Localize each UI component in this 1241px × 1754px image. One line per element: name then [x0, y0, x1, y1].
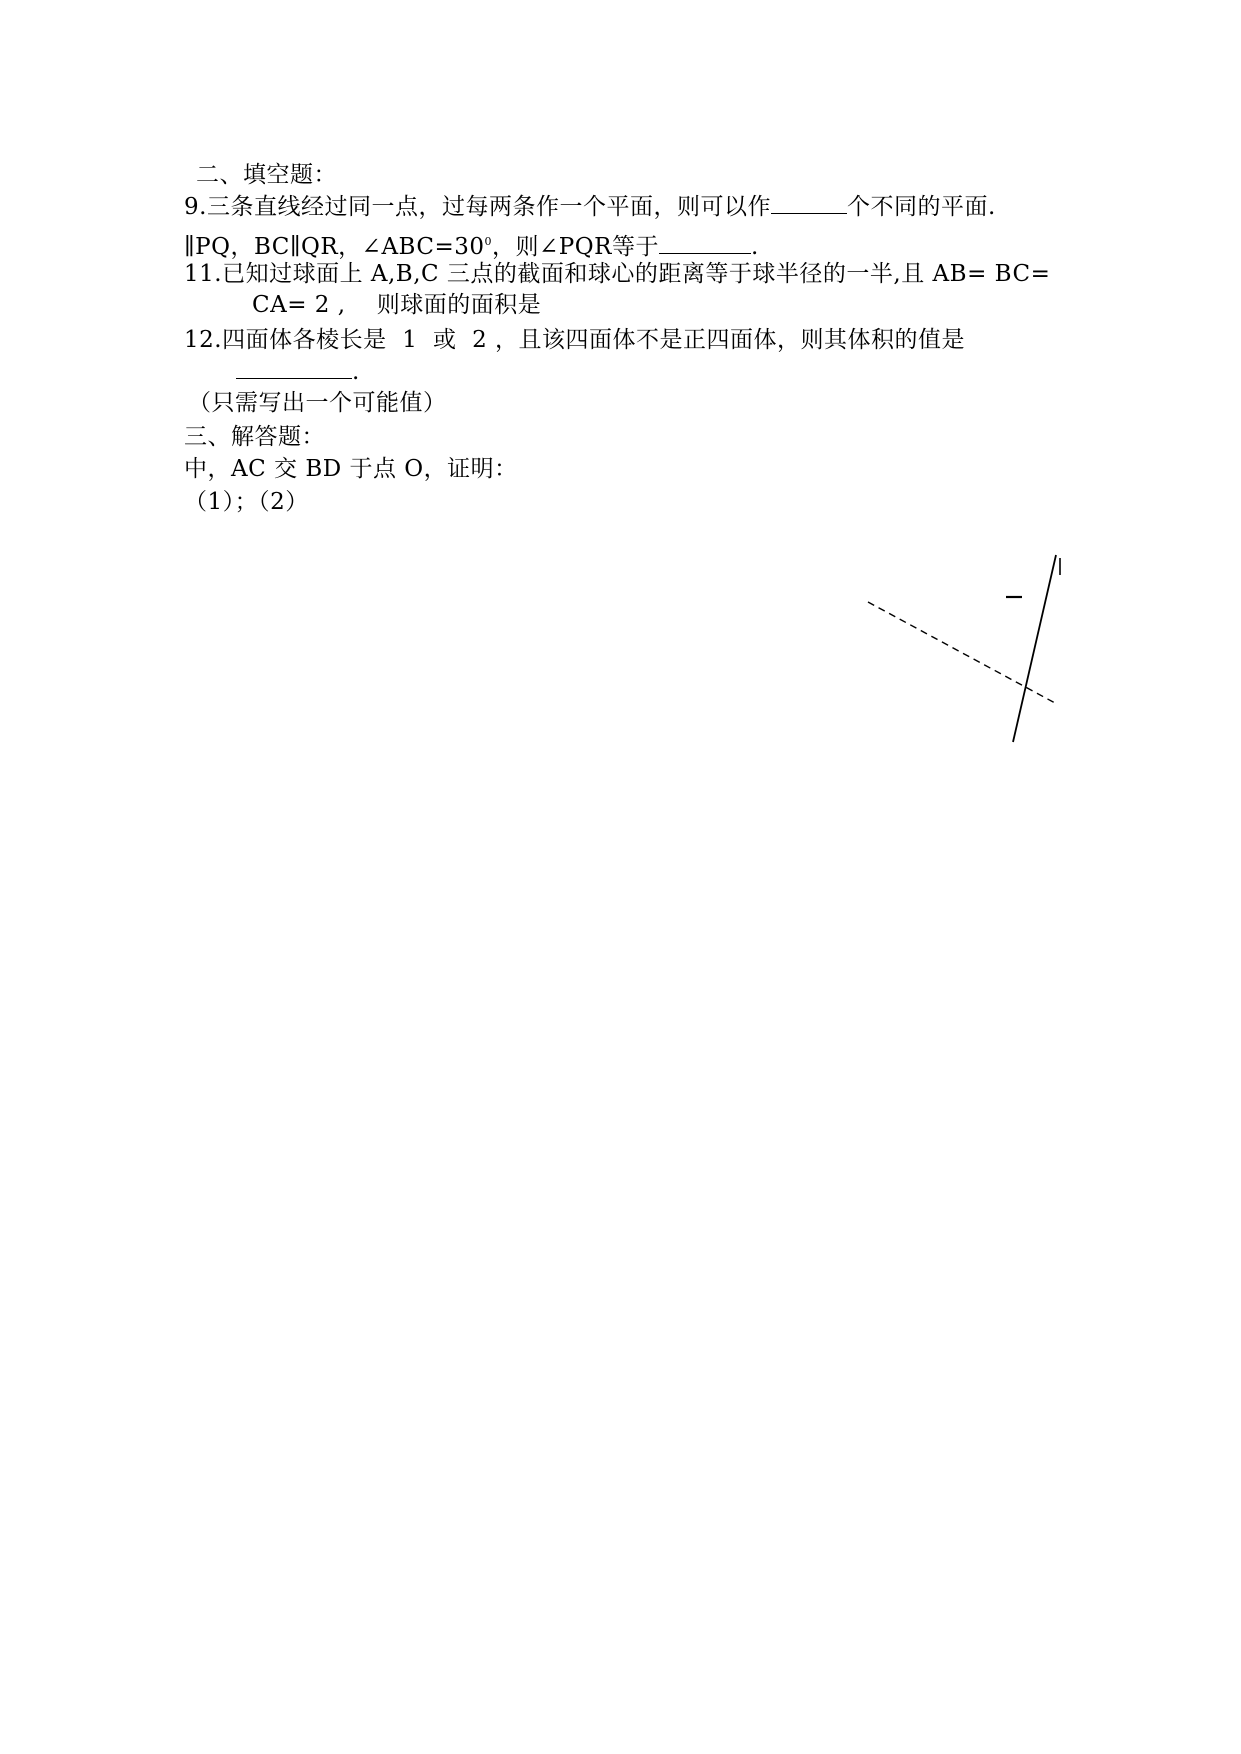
question-13-line-1: 中，AC 交 BD 于点 O，证明：: [184, 456, 518, 482]
question-12-line-1: 12.四面体各棱长是 1 或 2 ，且该四面体不是正四面体，则其体积的值是: [184, 327, 966, 353]
solid-line: [1013, 555, 1056, 742]
question-12-line-2: [236, 357, 360, 387]
dashed-line: [868, 602, 1055, 703]
question-10: [184, 227, 759, 262]
question-13-line-2: （1）；（2）: [184, 489, 309, 515]
question-9-text: 9.三条直线经过同一点，过每两条作一个平面，则可以作: [184, 194, 771, 220]
question-9: [184, 192, 996, 222]
question-11-line-2: CA= 2 , 则球面的面积是: [252, 292, 542, 318]
question-10-text: ∥PQ，BC∥QR，∠ABC=30: [184, 234, 485, 260]
question-11-line-1: 11.已知过球面上 A,B,C 三点的截面和球心的距离等于球半径的一半,且 AB= BC=: [184, 261, 1051, 287]
question-12-note: （只需写出一个可能值）: [188, 390, 447, 416]
figure-svg: [860, 545, 1080, 755]
question-12-period: .: [352, 359, 360, 385]
answer-blank-10: [659, 233, 751, 254]
section-3-heading: 三、解答题：: [184, 424, 325, 450]
question-10-text-end: .: [750, 234, 759, 260]
geometry-figure: [860, 545, 1080, 755]
degree-mark: 0: [484, 235, 493, 248]
answer-blank-9: [771, 193, 847, 214]
answer-blank-12: [236, 358, 352, 379]
question-10-text-mid: ，则∠PQR等于: [492, 234, 659, 260]
question-9-text-end: 个不同的平面.: [846, 194, 996, 220]
section-2-heading: 二、填空题：: [196, 162, 337, 188]
